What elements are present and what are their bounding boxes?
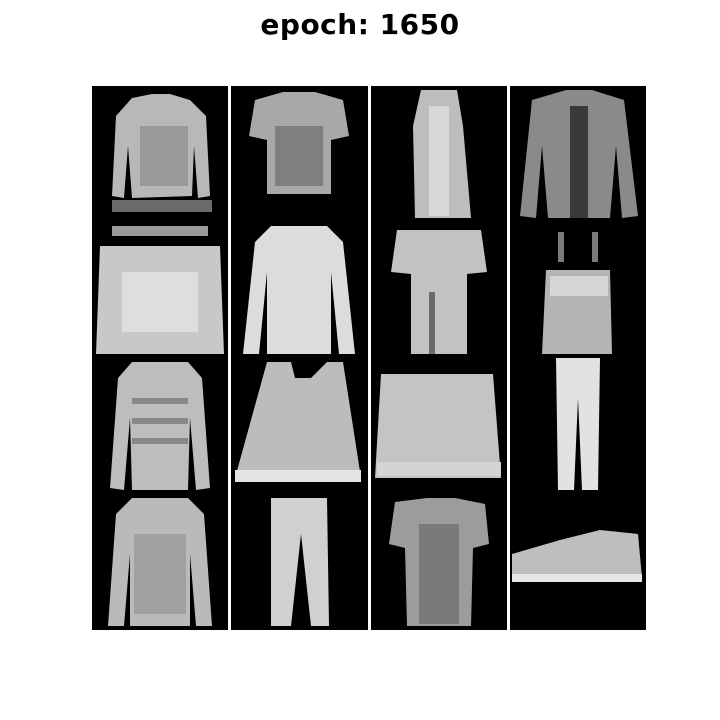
grid-cell-trouser (510, 358, 646, 494)
grid-cell-t-shirt (231, 86, 367, 222)
grid-cell-top (510, 222, 646, 358)
column-separator (228, 86, 231, 630)
column-separator (368, 86, 371, 630)
generated-image-grid (92, 86, 646, 630)
grid-cell-bag (231, 358, 367, 494)
grid-cell-bag (92, 222, 228, 358)
grid-cell-trouser (231, 494, 367, 630)
grid-cell-dress (371, 222, 507, 358)
grid-cell-pullover (92, 494, 228, 630)
grid-cell-bag (371, 358, 507, 494)
grid-cell-pullover (231, 222, 367, 358)
figure-title: epoch: 1650 (260, 8, 460, 41)
grid-cell-pullover (92, 358, 228, 494)
grid-cell-sneaker (510, 494, 646, 630)
grid-cell-dress (371, 86, 507, 222)
grid-cell-coat (510, 86, 646, 222)
column-separator (507, 86, 510, 630)
grid-cell-shirt (371, 494, 507, 630)
grid-cell-pullover (92, 86, 228, 222)
